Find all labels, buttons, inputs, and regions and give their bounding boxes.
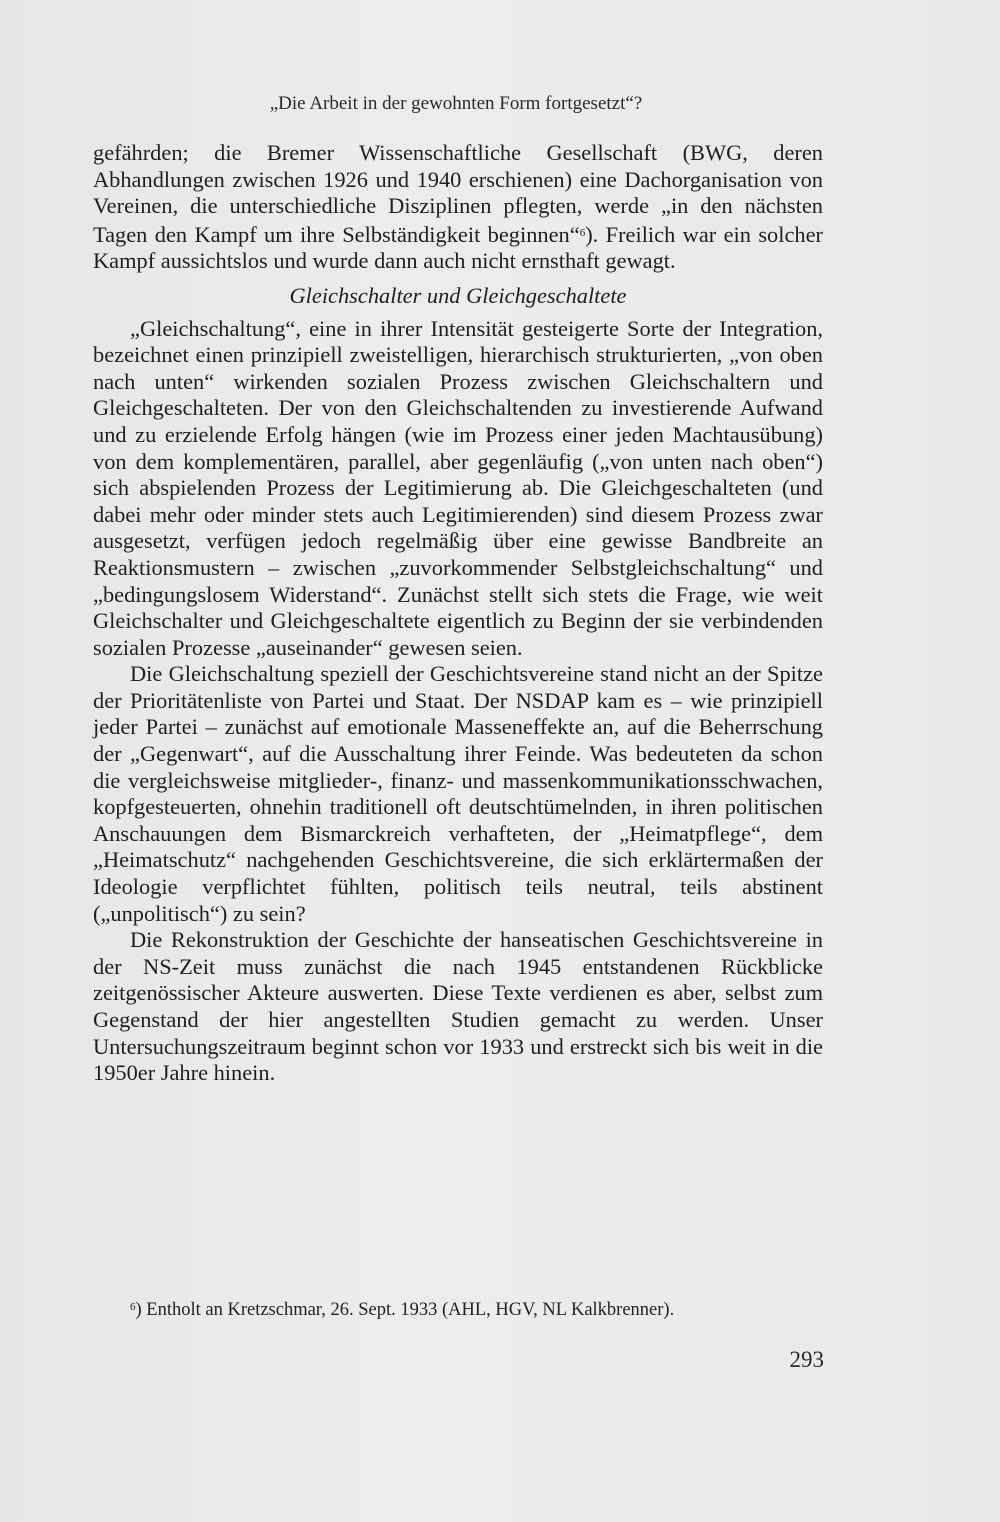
paragraph-2: „Gleichschaltung“, eine in ihrer Intensität gesteigerte Sorte der Integration, bezeichnet einen prinzipiell zweistelligen, hierarchisch strukturierten, „von oben nach unten“ wirkenden sozialen Prozess zwischen Gleichschaltern und Gleichgeschalteten. Der von den Gleichschaltenden zu investierende Aufwand und zu erzielende Erfolg hängen (wie im Prozess einer jeden Machtausübung) von dem komplementären, parallel, aber gegenläufig („von unten nach oben“) sich abspielenden Prozess der Legitimierung ab. Die Gleichgeschalteten (und dabei mehr oder minder stets auch Legitimierenden) sind diesem Prozess zwar ausgesetzt, verfügen jedoch regelmäßig über eine gewisse Bandbreite an Reaktionsmustern – zwischen „zuvorkommender Selbstgleichschaltung“ und „bedingungslosem Widerstand“. Zunächst stellt sich stets die Frage, wie weit Gleichschalter und Gleichgeschaltete eigentlich zu Beginn der sie verbindenden sozialen Prozesse „auseinander“ gewesen seien. <box>93 315 823 660</box>
running-head: „Die Arbeit in der gewohnten Form fortgesetzt“? <box>269 93 643 114</box>
section-heading: Gleichschalter und Gleichgeschaltete <box>289 282 627 308</box>
paragraph-3: Die Gleichschaltung speziell der Geschichtsvereine stand nicht an der Spitze der Prioritätenliste von Partei und Staat. Der NSDAP kam es – wie prinzipiell jeder Partei – zunächst auf emotionale Masseneffekte an, auf die Beherrschung der „Gegenwart“, auf die Ausschaltung ihrer Feinde. Was bedeuteten da schon die vergleichsweise mitglieder-, finanz- und massenkommunikationsschwachen, kopfgesteuerten, ohnehin traditionell oft deutschtümelnden, in ihren politischen Anschauungen dem Bismarckreich verhafteten, der „Heimatpflege“, dem „Heimatschutz“ nachgehenden Geschichtsvereine, die sich erklärtermaßen der Ideologie verpflichtet fühlten, politisch teils neutral, teils abstinent („unpolitisch“) zu sein? <box>93 661 823 926</box>
footnote-reference: 6 <box>579 226 586 239</box>
footnote <box>130 1296 830 1321</box>
paragraph-4: Die Rekonstruktion der Geschichte der hanseatischen Geschichtsvereine in der NS-Zeit muss zunächst die nach 1945 entstandenen Rückblicke zeitgenössischer Akteure auswerten. Diese Texte verdienen es aber, selbst zum Gegenstand der hier angestellten Studien gemacht zu werden. Unser Untersuchungszeitraum beginnt schon vor 1933 und erstreckt sich bis weit in die 1950er Jahre hinein. <box>93 927 823 1086</box>
body-text <box>93 140 823 1087</box>
footnote-mark: 6 <box>130 1301 136 1313</box>
paragraph-1-text-a: gefährden; die Bremer Wissenschaftliche Gesellschaft (BWG, deren Abhandlungen zwischen 1926 und 1940 erschienen) eine Dachorganisation von Vereinen, die unterschiedliche Disziplinen pflegten, werde „in den nächsten Tagen den Kampf um ihre Selbständigkeit beginnen“ <box>93 140 823 247</box>
footnote-text: ) Entholt an Kretzschmar, 26. Sept. 1933 (AHL, HGV, NL Kalkbrenner). <box>135 1300 675 1320</box>
paragraph-1-text-b: ). Freilich war ein solcher Kampf aussichtslos und wurde dann auch nicht ernsthaft gewagt. <box>93 221 823 274</box>
paragraph-1 <box>93 140 823 275</box>
page-number: 293 <box>789 1347 824 1372</box>
